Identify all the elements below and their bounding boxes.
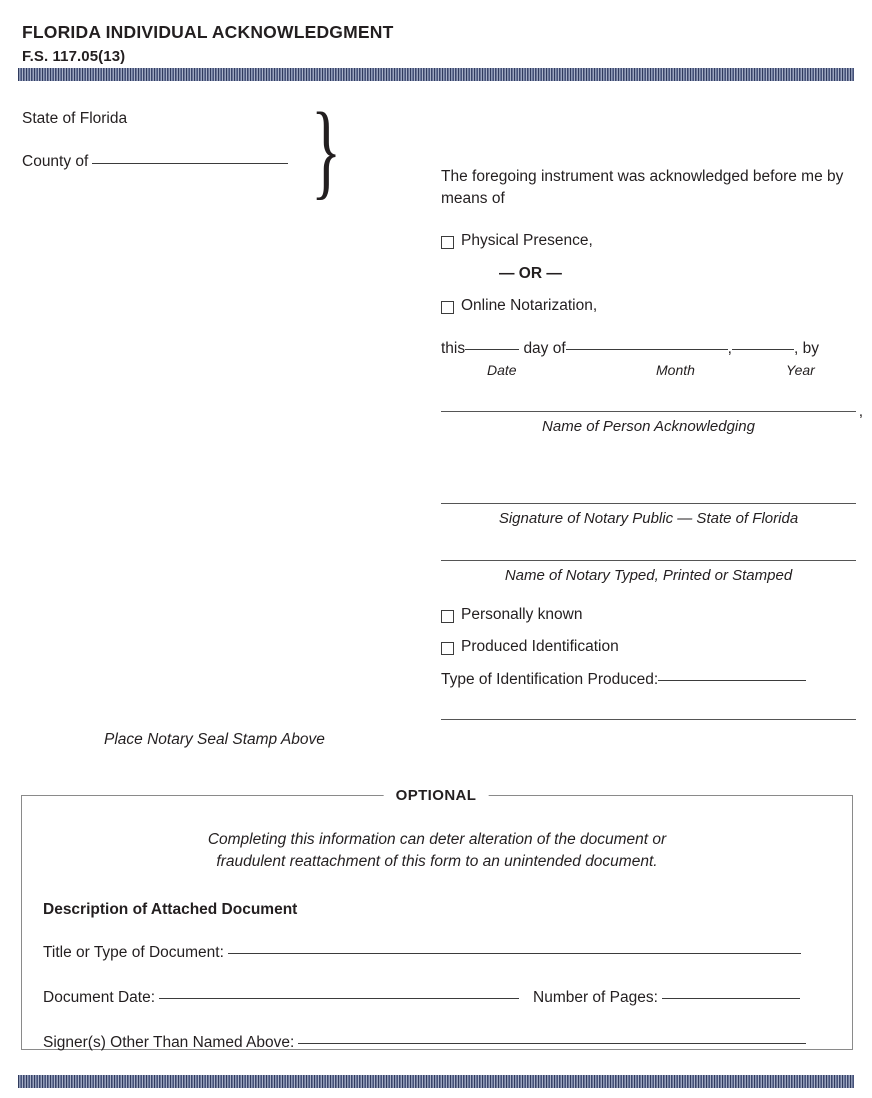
checkbox-personally-known-label: Personally known xyxy=(461,605,583,623)
label-month: Month xyxy=(656,361,695,378)
page-title: FLORIDA INDIVIDUAL ACKNOWLEDGMENT xyxy=(22,22,394,42)
description-heading: Description of Attached Document xyxy=(43,901,298,918)
field-number-of-pages-input-rule[interactable] xyxy=(662,998,800,999)
acknowledgment-block xyxy=(441,166,863,720)
checkbox-icon[interactable] xyxy=(441,301,454,314)
additional-notes-input-rule[interactable] xyxy=(441,719,856,720)
optional-note xyxy=(22,829,852,874)
day-input-rule[interactable] xyxy=(465,349,519,350)
checkbox-icon[interactable] xyxy=(441,236,454,249)
field-title-of-document xyxy=(43,944,801,962)
field-document-date-label: Document Date: xyxy=(43,989,155,1006)
county-line xyxy=(22,153,288,170)
field-other-signers-row xyxy=(43,1034,806,1052)
optional-note-line-1: Completing this information can deter alteration of the document or xyxy=(207,831,667,848)
label-date: Date xyxy=(487,361,517,378)
county-label: County of xyxy=(22,153,89,170)
checkbox-produced-identification-label: Produced Identification xyxy=(461,638,619,656)
notary-signature-caption: Signature of Notary Public — State of Florida xyxy=(498,509,799,527)
checkbox-produced-identification[interactable] xyxy=(441,638,859,657)
field-document-date-input-rule[interactable] xyxy=(159,998,519,999)
person-name-caption: Name of Person Acknowledging xyxy=(542,417,755,435)
notary-printed-name-input-rule[interactable] xyxy=(441,560,856,561)
checkbox-online-notarization-label: Online Notarization, xyxy=(461,296,598,314)
person-name-rule-wrap xyxy=(441,402,863,420)
type-of-identification-line xyxy=(441,671,859,689)
checkbox-icon[interactable] xyxy=(441,610,454,623)
title-block xyxy=(22,22,722,66)
date-prefix: this xyxy=(441,340,466,358)
optional-section xyxy=(21,795,853,1050)
checkbox-online-notarization[interactable] xyxy=(441,297,859,316)
checkbox-icon[interactable] xyxy=(441,642,454,655)
checkbox-physical-presence[interactable] xyxy=(441,232,859,251)
statute-reference: F.S. 117.05(13) xyxy=(22,47,126,65)
field-other-signers-input-rule[interactable] xyxy=(298,1043,806,1044)
label-year: Year xyxy=(786,361,815,378)
date-comma-2: , by xyxy=(793,340,819,358)
person-name-trailing-comma: , xyxy=(858,402,863,420)
date-mid: day of xyxy=(523,340,566,358)
seal-placement-note: Place Notary Seal Stamp Above xyxy=(104,731,325,748)
field-title-input-rule[interactable] xyxy=(228,953,801,954)
checkbox-physical-presence-label: Physical Presence, xyxy=(461,232,593,249)
field-number-of-pages-label: Number of Pages: xyxy=(533,989,658,1006)
field-document-date-row xyxy=(43,989,800,1007)
state-line: State of Florida xyxy=(22,110,128,127)
date-comma-1: , xyxy=(727,340,732,358)
checkbox-personally-known[interactable] xyxy=(441,606,859,625)
notary-printed-name-caption: Name of Notary Typed, Printed or Stamped xyxy=(504,566,793,584)
optional-note-line-2: fraudulent reattachment of this form to an unintended document. xyxy=(216,853,658,871)
date-labels xyxy=(441,362,859,382)
acknowledgment-intro: The foregoing instrument was acknowledged before me by means of xyxy=(441,168,844,207)
decorative-border-top xyxy=(18,68,854,81)
optional-legend: OPTIONAL xyxy=(384,787,489,804)
field-title-label: Title or Type of Document: xyxy=(43,944,224,961)
decorative-border-bottom xyxy=(18,1075,854,1088)
field-other-signers-label: Signer(s) Other Than Named Above: xyxy=(43,1034,295,1051)
type-of-identification-input-rule[interactable] xyxy=(658,680,806,681)
venue-brace: } xyxy=(311,91,342,211)
date-line xyxy=(441,340,859,359)
county-input-rule[interactable] xyxy=(92,163,288,164)
notary-signature-input-rule[interactable] xyxy=(441,503,856,504)
year-input-rule[interactable] xyxy=(732,349,794,350)
month-input-rule[interactable] xyxy=(566,349,728,350)
person-name-input-rule[interactable] xyxy=(441,411,856,412)
or-separator: — OR — xyxy=(499,264,562,282)
type-of-identification-label: Type of Identification Produced: xyxy=(441,670,659,688)
